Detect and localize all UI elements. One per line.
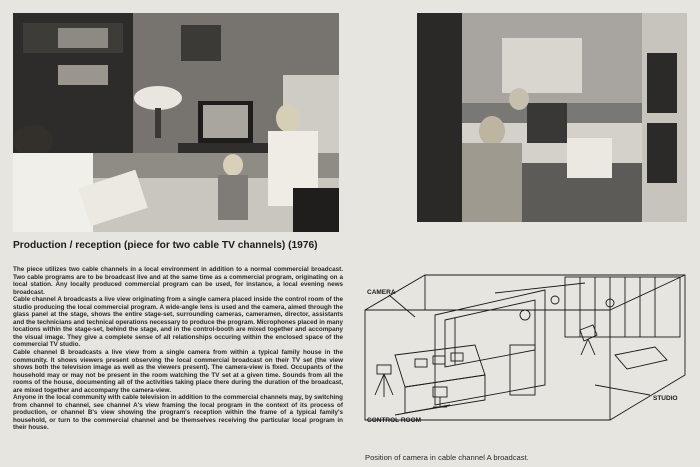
control-room-photo <box>417 13 687 222</box>
diagram-label-studio: STUDIO <box>653 395 678 402</box>
studio-diagram <box>355 255 690 450</box>
article-body <box>13 266 343 432</box>
diagram-label-camera: CAMERA <box>367 289 396 296</box>
diagram-caption: Position of camera in cable channel A broadcast. <box>365 453 529 462</box>
article-paragraph: Cable channel B broadcasts a live view from a single camera from within a typical family house in the community. It shows viewers present observing the local commercial broadcast on their TV set (the view shows both the television image as well as the viewers present). The camera-view is fixed. Occupants of the household may or may not be present in the room watching the TV set at a given time. Sounds from all the rooms of the house, documenting all of the activities taking place there during the duration of the broadcast, are mixed together and accompany the camera-view. <box>13 349 343 394</box>
article-paragraph: Cable channel A broadcasts a live view originating from a single camera placed inside the control room of the studio producing the local commercial program. A wide-angle lens is used and the camera, aimed through the glass panel at the stage, shows the entire stage-set, surrounding cameras, cameramen, director, assistants and the technicians and technical operations necessary to produce the program. Microphones placed in many locations within the stage-set, behind the stage, and in the control-booth are mixed together and accompany the visual image. They give a complete sense of all relationships occuring within the enclosed space of the commercial TV studio. <box>13 296 343 349</box>
family-watching-tv-photo <box>13 13 339 232</box>
article-paragraph: The piece utilizes two cable channels in a local environment in addition to a normal commercial broadcast. Two cable programs are to be broadcast live and at the same time as a commercial program, originating on a local station. Any locally produced commercial program can be used, for instance, a local evening news broadcast. <box>13 266 343 296</box>
article-title: Production / reception (piece for two cable TV channels) (1976) <box>13 240 318 251</box>
diagram-label-control-room: CONTROL ROOM <box>367 417 422 424</box>
article-paragraph: Anyone in the local community with cable television in addition to the commercial channels may, by switching from channel to channel, see channel A's view framing the local program in the context of its process of production, or channel B's view showing the program's reception within the frame of a typical family's household, or turn to the commercial channel and be themselves receiving the particular local program in their house. <box>13 394 343 432</box>
